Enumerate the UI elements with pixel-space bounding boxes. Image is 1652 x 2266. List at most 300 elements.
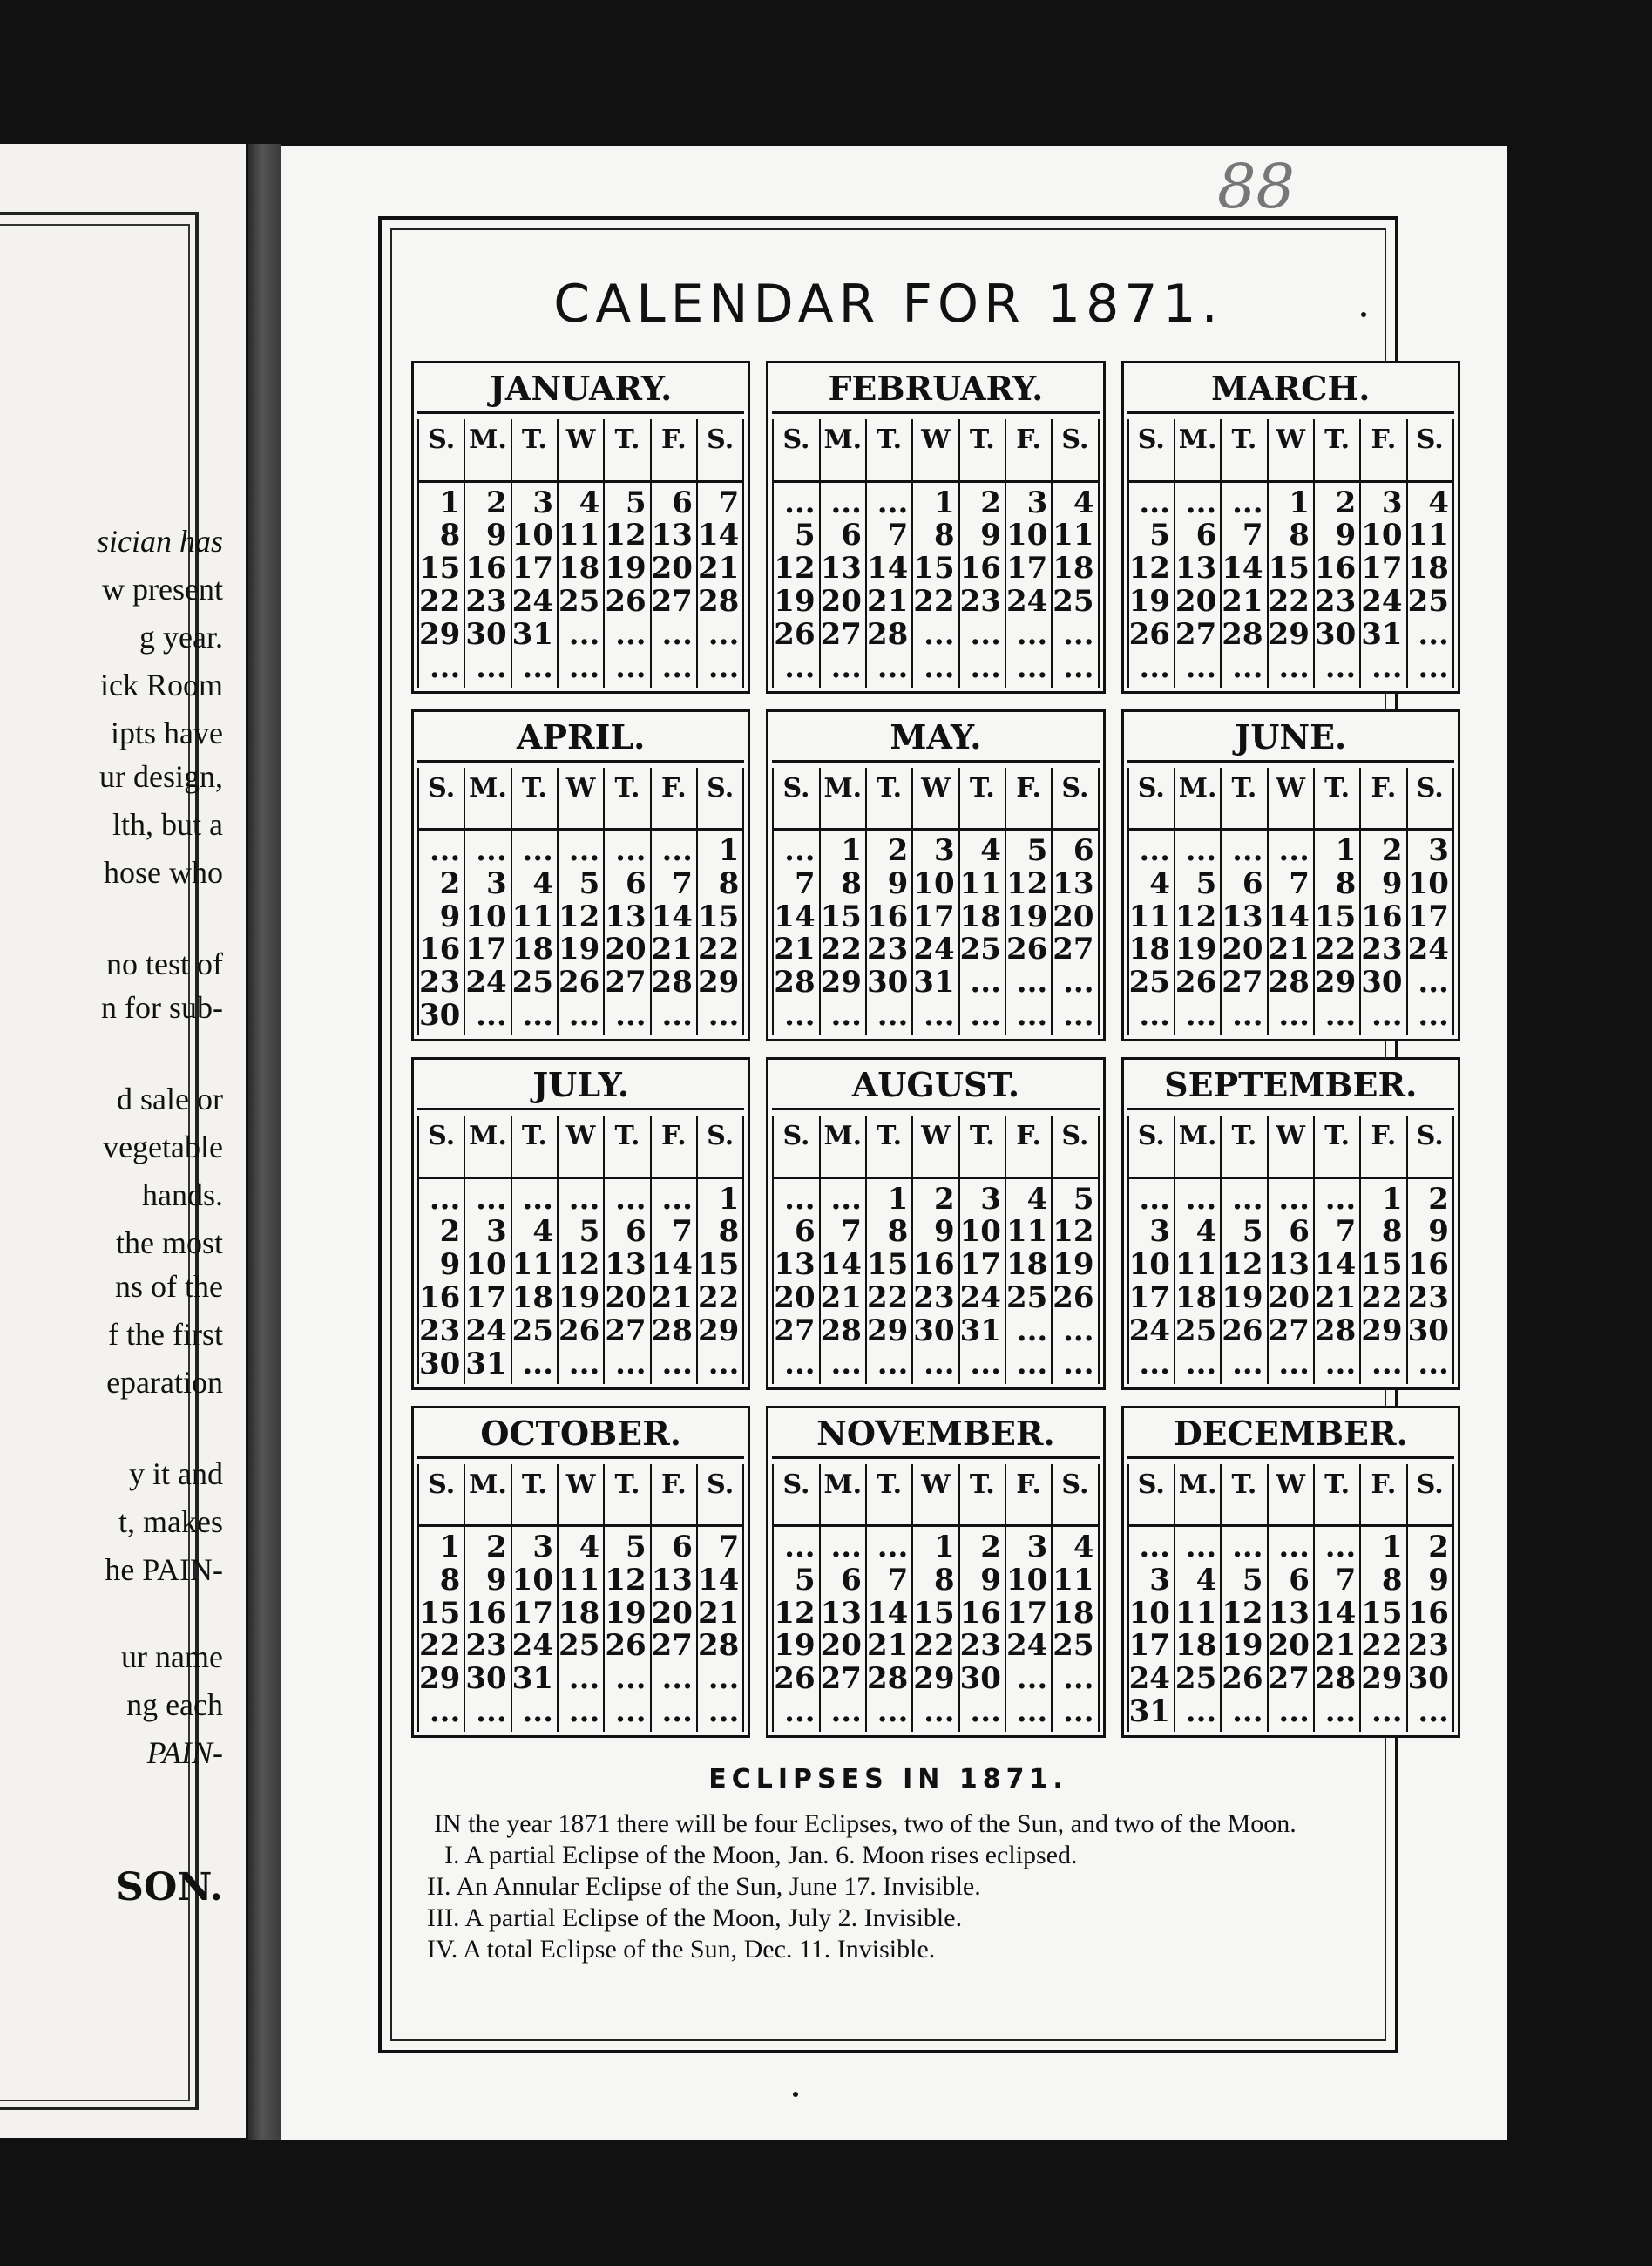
weekday-column (605, 1527, 651, 1732)
day-cell: 4 (1026, 1181, 1048, 1217)
day-cell: ... (1185, 485, 1217, 520)
weekday-column (1222, 1179, 1268, 1384)
day-cell: ... (1232, 998, 1263, 1034)
day-cell: 12 (605, 518, 647, 553)
day-cell: ... (708, 1694, 740, 1730)
weekday-column (821, 1179, 867, 1384)
weekday-header: F. (1006, 1116, 1053, 1179)
day-cell: 6 (1289, 1214, 1310, 1250)
day-cell: 12 (774, 551, 816, 587)
day-cell: ... (1016, 649, 1048, 685)
day-cell: ... (784, 1346, 816, 1381)
day-cell: 14 (1268, 899, 1310, 934)
weekday-column (419, 1179, 465, 1384)
day-cell: 9 (1428, 1214, 1449, 1250)
day-cell: 11 (1175, 1595, 1217, 1631)
weekday-header: W (913, 1116, 959, 1179)
day-cell: 11 (1175, 1247, 1217, 1283)
day-cell: 14 (866, 551, 909, 587)
day-cell: 5 (1242, 1214, 1263, 1250)
weekday-column (774, 1179, 820, 1384)
day-cell: ... (784, 1694, 816, 1730)
day-cell: 28 (1268, 965, 1310, 1001)
day-cell: 14 (1314, 1595, 1357, 1631)
weekday-column (1129, 483, 1175, 688)
day-cell: ... (1278, 1181, 1310, 1217)
left-page-line: PAIN- (146, 1735, 223, 1770)
day-cell: 10 (465, 1247, 507, 1283)
weekday-header: T. (960, 1116, 1006, 1179)
day-cell: 27 (1053, 932, 1094, 967)
weekday-column (1269, 831, 1315, 1035)
day-cell: ... (1371, 1694, 1403, 1730)
day-cell: 14 (774, 899, 816, 934)
weekday-column (1175, 1179, 1222, 1384)
weekday-column (419, 483, 465, 688)
weekday-header: S. (419, 768, 465, 831)
left-page-line: ns of the (115, 1269, 223, 1304)
weekday-column (1315, 483, 1361, 688)
weekday-header: F. (652, 1464, 698, 1528)
weekday-column (652, 831, 698, 1035)
day-cell: 5 (625, 485, 647, 520)
day-cell: 16 (866, 899, 909, 934)
weekday-column (1269, 1527, 1315, 1732)
day-cell: 4 (980, 833, 1001, 869)
day-cell: 21 (651, 1279, 693, 1315)
day-cell: 31 (511, 616, 553, 652)
weekday-column (867, 1179, 913, 1384)
day-cell: 21 (820, 1279, 862, 1315)
day-cell: 30 (959, 1661, 1001, 1697)
day-cell: 27 (1268, 1313, 1310, 1348)
day-cell: 13 (1268, 1595, 1310, 1631)
day-cell: 26 (1005, 932, 1048, 967)
day-cell: 12 (1005, 865, 1048, 901)
day-cell: ... (1324, 1694, 1357, 1730)
weekday-header: T. (1222, 419, 1268, 483)
weekday-header: S. (698, 419, 744, 483)
weekday-header: S. (1053, 1464, 1099, 1528)
day-cell: 7 (1289, 865, 1310, 901)
day-cell: 13 (651, 1562, 693, 1598)
day-cell: ... (429, 1694, 461, 1730)
day-cell: 4 (1195, 1214, 1217, 1250)
day-cell: ... (970, 649, 1001, 685)
day-cell: 10 (1128, 1247, 1170, 1283)
day-cell: 24 (913, 932, 955, 967)
day-cell: 24 (1128, 1313, 1170, 1348)
day-cell: 16 (1314, 551, 1357, 587)
day-cell: ... (1185, 649, 1217, 685)
day-cell: 29 (419, 616, 461, 652)
day-cell: ... (1185, 1694, 1217, 1730)
day-cell: 30 (419, 1346, 461, 1381)
weekday-column (1129, 1527, 1175, 1732)
month-table (772, 419, 1099, 688)
weekday-column (465, 483, 511, 688)
day-cell: 24 (511, 583, 553, 619)
day-cell: 30 (419, 998, 461, 1034)
day-cell: 27 (1175, 616, 1217, 652)
day-cell: 12 (1128, 551, 1170, 587)
day-cell: ... (568, 998, 600, 1034)
day-cell: 28 (1314, 1313, 1357, 1348)
day-cell: 4 (1149, 865, 1170, 901)
day-cell: 15 (697, 1247, 740, 1283)
weekday-column (1175, 1527, 1222, 1732)
weekday-column (605, 831, 651, 1035)
day-cell: 11 (1128, 899, 1170, 934)
month-block (1121, 709, 1460, 1042)
day-cell: ... (1324, 649, 1357, 685)
weekday-header: M. (1175, 1116, 1222, 1179)
day-cell: 12 (605, 1562, 647, 1598)
day-cell: ... (615, 1661, 647, 1697)
day-cell: 20 (1053, 899, 1094, 934)
day-cell: 26 (1053, 1279, 1094, 1315)
day-cell: 29 (866, 1313, 909, 1348)
month-table (772, 1464, 1099, 1733)
day-cell: 14 (651, 1247, 693, 1283)
weekday-column (1408, 1179, 1454, 1384)
weekday-column (913, 1527, 959, 1732)
day-cell: ... (568, 649, 600, 685)
eclipses-title: ECLIPSES IN 1871. (708, 1764, 1068, 1794)
weekday-column (605, 483, 651, 688)
day-cell: 28 (651, 1313, 693, 1348)
day-cell: 30 (1361, 965, 1403, 1001)
day-cell: 12 (1053, 1214, 1094, 1250)
left-page-line: he PAIN- (105, 1552, 223, 1587)
day-cell: ... (1063, 998, 1094, 1034)
day-cell: 18 (1053, 1595, 1094, 1631)
weekday-column (1129, 1179, 1175, 1384)
day-cell: 13 (820, 551, 862, 587)
day-cell: ... (661, 998, 693, 1034)
day-cell: 23 (913, 1279, 955, 1315)
weekday-column (1315, 1179, 1361, 1384)
day-cell: 27 (774, 1313, 816, 1348)
day-cell: 14 (651, 899, 693, 934)
day-cell: 3 (933, 833, 955, 869)
day-cell: 10 (511, 518, 553, 553)
month-block (411, 361, 750, 694)
month-name: JUNE. (1127, 712, 1454, 763)
day-cell: ... (1232, 1530, 1263, 1565)
weekday-header: M. (465, 768, 511, 831)
day-cell: 21 (1268, 932, 1310, 967)
day-cell: 7 (672, 865, 693, 901)
day-cell: 2 (485, 1530, 507, 1565)
day-cell: 16 (419, 932, 461, 967)
day-cell: ... (568, 833, 600, 869)
day-cell: ... (1371, 649, 1403, 685)
weekday-header: S. (1129, 768, 1175, 831)
weekday-column (1222, 1527, 1268, 1732)
day-cell: 16 (419, 1279, 461, 1315)
weekday-header: F. (1361, 768, 1407, 831)
day-cell: 5 (1073, 1181, 1094, 1217)
day-cell: 15 (913, 1595, 955, 1631)
day-cell: 23 (1314, 583, 1357, 619)
weekday-column (960, 1179, 1006, 1384)
day-cell: ... (1278, 1694, 1310, 1730)
day-cell: 25 (558, 583, 600, 619)
day-cell: 3 (532, 485, 553, 520)
day-cell: 27 (1222, 965, 1263, 1001)
day-cell: 17 (1128, 1279, 1170, 1315)
day-cell: 2 (933, 1181, 955, 1217)
day-cell: 23 (959, 583, 1001, 619)
day-cell: 5 (1149, 518, 1170, 553)
day-cell: 26 (1222, 1661, 1263, 1697)
day-cell: ... (476, 998, 507, 1034)
day-cell: ... (615, 1694, 647, 1730)
day-cell: ... (1278, 1346, 1310, 1381)
day-cell: 13 (774, 1247, 816, 1283)
month-table (417, 1464, 744, 1733)
day-cell: 11 (511, 899, 553, 934)
weekday-column (1408, 831, 1454, 1035)
weekday-header: M. (821, 1116, 867, 1179)
weekday-column (1006, 1527, 1053, 1732)
day-cell: ... (568, 1694, 600, 1730)
day-cell: ... (970, 965, 1001, 1001)
day-cell: ... (1232, 1346, 1263, 1381)
day-cell: ... (784, 1530, 816, 1565)
day-cell: ... (877, 485, 909, 520)
day-cell: 24 (1005, 1628, 1048, 1664)
day-cell: 7 (887, 518, 909, 553)
day-cell: ... (568, 616, 600, 652)
day-cell: ... (1371, 1346, 1403, 1381)
day-cell: 27 (605, 965, 647, 1001)
month-table (1127, 1464, 1454, 1733)
day-cell: ... (1016, 1313, 1048, 1348)
day-cell: 5 (1026, 833, 1048, 869)
day-cell: ... (1418, 1346, 1449, 1381)
day-cell: ... (1063, 1694, 1094, 1730)
day-cell: ... (1371, 998, 1403, 1034)
left-page (0, 144, 246, 2138)
day-cell: ... (661, 1661, 693, 1697)
day-cell: 15 (820, 899, 862, 934)
month-block (411, 709, 750, 1042)
day-cell: 31 (1361, 616, 1403, 652)
weekday-column (1006, 831, 1053, 1035)
day-cell: 10 (511, 1562, 553, 1598)
weekday-header: S. (774, 419, 820, 483)
day-cell: 17 (1005, 1595, 1048, 1631)
day-cell: 19 (1128, 583, 1170, 619)
day-cell: 8 (841, 865, 862, 901)
day-cell: 30 (913, 1313, 955, 1348)
day-cell: ... (1139, 1530, 1170, 1565)
month-table (1127, 419, 1454, 688)
day-cell: 3 (1026, 1530, 1048, 1565)
day-cell: 24 (511, 1628, 553, 1664)
month-name: OCTOBER. (417, 1408, 744, 1459)
weekday-header: T. (605, 768, 651, 831)
weekday-header: T. (867, 1464, 913, 1528)
day-cell: 28 (697, 1628, 740, 1664)
day-cell: ... (1418, 649, 1449, 685)
left-page-line: ur name (121, 1639, 223, 1674)
day-cell: 1 (933, 485, 955, 520)
day-cell: 14 (820, 1247, 862, 1283)
day-cell: 5 (794, 518, 816, 553)
day-cell: 20 (605, 1279, 647, 1315)
day-cell: 17 (1361, 551, 1403, 587)
weekday-column (821, 483, 867, 688)
weekday-header: T. (512, 768, 559, 831)
day-cell: 30 (465, 616, 507, 652)
day-cell: 24 (1407, 932, 1449, 967)
weekday-column (605, 1179, 651, 1384)
weekday-header: M. (1175, 768, 1222, 831)
day-cell: ... (1278, 998, 1310, 1034)
day-cell: 10 (1361, 518, 1403, 553)
calendar-frame (378, 216, 1449, 2053)
day-cell: ... (1185, 998, 1217, 1034)
weekday-header: S. (1129, 1116, 1175, 1179)
day-cell: 27 (820, 616, 862, 652)
book-gutter (248, 144, 281, 2140)
day-cell: 12 (1222, 1247, 1263, 1283)
day-cell: ... (708, 998, 740, 1034)
day-cell: ... (784, 1181, 816, 1217)
day-cell: 17 (465, 932, 507, 967)
day-cell: 14 (1222, 551, 1263, 587)
day-cell: 17 (913, 899, 955, 934)
month-block (766, 1406, 1105, 1739)
day-cell: 15 (866, 1247, 909, 1283)
day-cell: 29 (1361, 1313, 1403, 1348)
day-cell: ... (1418, 1694, 1449, 1730)
day-cell: 9 (980, 1562, 1001, 1598)
weekday-header: W (1269, 768, 1315, 831)
weekday-header: W (1269, 1116, 1315, 1179)
day-cell: 19 (774, 583, 816, 619)
day-cell: 18 (1005, 1247, 1048, 1283)
day-cell: 18 (558, 1595, 600, 1631)
eclipses-section (410, 1764, 1367, 1965)
weekday-header: T. (867, 1116, 913, 1179)
day-cell: 31 (959, 1313, 1001, 1348)
day-cell: 8 (933, 518, 955, 553)
day-cell: ... (830, 485, 862, 520)
day-cell: 22 (913, 1628, 955, 1664)
day-cell: ... (568, 1181, 600, 1217)
left-page-line: ng each (126, 1687, 223, 1722)
day-cell: 8 (1289, 518, 1310, 553)
day-cell: 31 (465, 1346, 507, 1381)
day-cell: 23 (1407, 1628, 1449, 1664)
weekday-header: W (559, 419, 605, 483)
weekday-header: F. (1006, 1464, 1053, 1528)
day-cell: ... (1418, 965, 1449, 1001)
day-cell: 20 (651, 1595, 693, 1631)
left-page-line: no test of (106, 946, 223, 981)
weekday-header: F. (1361, 1464, 1407, 1528)
month-block (1121, 361, 1460, 694)
day-cell: 22 (1361, 1279, 1403, 1315)
day-cell: ... (877, 1530, 909, 1565)
day-cell: 11 (1053, 1562, 1094, 1598)
day-cell: 29 (913, 1661, 955, 1697)
month-name: AUGUST. (772, 1060, 1099, 1110)
day-cell: 25 (558, 1628, 600, 1664)
eclipse-item: IV. A total Eclipse of the Sun, Dec. 11. Invisible. (427, 1935, 936, 1964)
weekday-column (867, 483, 913, 688)
day-cell: 5 (1242, 1562, 1263, 1598)
weekday-column (1408, 1527, 1454, 1732)
day-cell: ... (1016, 616, 1048, 652)
day-cell: 20 (605, 932, 647, 967)
day-cell: 21 (1222, 583, 1263, 619)
month-block (1121, 1057, 1460, 1390)
day-cell: ... (661, 616, 693, 652)
day-cell: 6 (1073, 833, 1094, 869)
weekday-header: T. (512, 419, 559, 483)
day-cell: 12 (1222, 1595, 1263, 1631)
weekday-header: T. (1222, 1464, 1268, 1528)
day-cell: 15 (913, 551, 955, 587)
day-cell: 21 (774, 932, 816, 967)
eclipse-item: II. An Annular Eclipse of the Sun, June 17. Invisible. (427, 1872, 981, 1901)
day-cell: 23 (465, 1628, 507, 1664)
weekday-header: W (913, 419, 959, 483)
day-cell: ... (429, 833, 461, 869)
day-cell: 12 (1175, 899, 1217, 934)
day-cell: 25 (511, 1313, 553, 1348)
day-cell: 6 (794, 1214, 816, 1250)
decorative-dot (793, 2092, 798, 2097)
day-cell: 27 (1268, 1661, 1310, 1697)
weekday-header: T. (960, 768, 1006, 831)
day-cell: 28 (697, 583, 740, 619)
day-cell: 13 (605, 899, 647, 934)
weekday-header: M. (821, 419, 867, 483)
day-cell: ... (476, 1694, 507, 1730)
day-cell: ... (1232, 649, 1263, 685)
day-cell: 3 (532, 1530, 553, 1565)
day-cell: 28 (866, 1661, 909, 1697)
weekday-header: T. (512, 1116, 559, 1179)
day-cell: 15 (1314, 899, 1357, 934)
weekday-header: S. (698, 1464, 744, 1528)
weekday-header: S. (774, 768, 820, 831)
weekday-header: T. (1222, 768, 1268, 831)
day-cell: 24 (1128, 1661, 1170, 1697)
weekday-column (1315, 831, 1361, 1035)
day-cell: 6 (1195, 518, 1217, 553)
day-cell: ... (1278, 1530, 1310, 1565)
day-cell: ... (784, 833, 816, 869)
day-cell: ... (1139, 1181, 1170, 1217)
weekday-column (465, 831, 511, 1035)
day-cell: ... (1232, 485, 1263, 520)
day-cell: ... (476, 649, 507, 685)
day-cell: 6 (841, 1562, 862, 1598)
day-cell: 16 (959, 1595, 1001, 1631)
day-cell: 31 (1128, 1694, 1170, 1730)
day-cell: ... (970, 616, 1001, 652)
weekday-column (1408, 483, 1454, 688)
day-cell: 17 (465, 1279, 507, 1315)
day-cell: 5 (625, 1530, 647, 1565)
